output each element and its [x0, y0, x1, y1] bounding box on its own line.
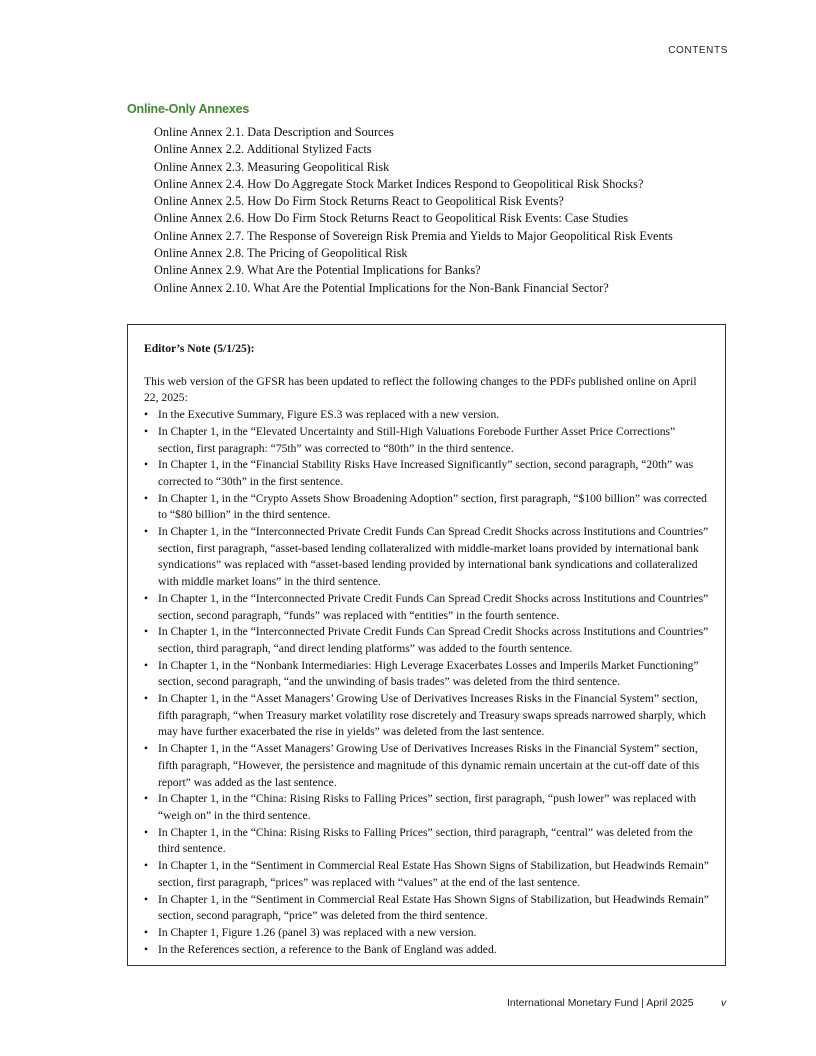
change-item: [144, 407, 709, 424]
change-text: In the References section, a reference to the Bank of England was added.: [158, 942, 497, 956]
change-text: In Chapter 1, in the “Financial Stability Risks Have Increased Significantly” section, second paragraph, “20th” was corrected to “30th” in the first sentence.: [158, 458, 694, 488]
bullet-icon: •: [144, 658, 149, 672]
annex-item[interactable]: Online Annex 2.2. Additional Stylized Facts: [154, 142, 372, 157]
change-item: [144, 591, 709, 624]
change-text: In Chapter 1, in the “China: Rising Risks to Falling Prices” section, third paragraph, “central” was deleted from the third sentence.: [158, 825, 693, 856]
annex-item[interactable]: Online Annex 2.10. What Are the Potential Implications for the Non-Bank Financial Sector?: [154, 280, 609, 295]
change-item: [144, 825, 709, 858]
change-text: In Chapter 1, in the “Interconnected Private Credit Funds Can Spread Credit Shocks across Institutions and Countries” section, third paragraph, “and direct lending platforms” was added to the fourth sentence.: [158, 625, 709, 655]
change-item: [144, 925, 709, 942]
change-text: In Chapter 1, in the “Asset Managers’ Growing Use of Derivatives Increases Risks in the Financial System” section, fifth paragraph, “However, the persistence and magnitude of this dynamic remain uncertain at the cut-off date of this report” was added as the last sentence.: [158, 742, 700, 789]
change-item: [144, 491, 709, 524]
bullet-icon: •: [144, 591, 149, 605]
change-list: [144, 407, 709, 958]
annex-item[interactable]: Online Annex 2.8. The Pricing of Geopolitical Risk: [154, 246, 408, 261]
annex-item[interactable]: Online Annex 2.1. Data Description and Sources: [154, 125, 394, 139]
change-text: In Chapter 1, in the “Sentiment in Commercial Real Estate Has Shown Signs of Stabilization, but Headwinds Remain” section, first paragraph, “prices” was replaced with “values” at the end of the last sentence.: [158, 859, 709, 889]
change-text: In Chapter 1, Figure 1.26 (panel 3) was replaced with a new version.: [158, 925, 477, 939]
bullet-icon: •: [144, 825, 149, 839]
change-text: In Chapter 1, in the “Asset Managers’ Growing Use of Derivatives Increases Risks in the Financial System” section, fifth paragraph, “when Treasury market volatility rose discretely and Treasury swaps spreads narrowed sharply, which may have further exacerbated the rise in yields” was deleted from the last sentence.: [158, 692, 706, 739]
change-text: In Chapter 1, in the “Elevated Uncertainty and Still-High Valuations Forebode Further Asset Price Corrections” section, first paragraph: “75th” was corrected to “80th” in the third sentence.: [158, 424, 676, 455]
change-item: [144, 624, 709, 657]
change-item: [144, 741, 709, 791]
bullet-icon: •: [144, 525, 149, 539]
annex-item[interactable]: Online Annex 2.3. Measuring Geopolitical Risk: [154, 159, 390, 174]
change-item: [144, 892, 709, 925]
annex-item[interactable]: Online Annex 2.6. How Do Firm Stock Returns React to Geopolitical Risk Events: Case Studies: [154, 211, 629, 226]
annex-item[interactable]: Online Annex 2.9. What Are the Potential Implications for Banks?: [154, 263, 481, 278]
change-text: In Chapter 1, in the “Interconnected Private Credit Funds Can Spread Credit Shocks across Institutions and Countries” section, first paragraph, “asset-based lending collateralized with middle-market loans provided by international bank syndications” was replaced with “asset-based lending provided by international bank syndications and collateralized with middle market loans” in the third sentence.: [158, 525, 709, 589]
bullet-icon: •: [144, 925, 149, 939]
bullet-icon: •: [144, 424, 149, 438]
annex-item[interactable]: Online Annex 2.5. How Do Firm Stock Returns React to Geopolitical Risk Events?: [154, 194, 564, 209]
bullet-icon: •: [144, 625, 149, 639]
bullet-icon: •: [144, 491, 149, 505]
change-item: [144, 457, 709, 490]
bullet-icon: •: [144, 408, 149, 422]
change-item: [144, 791, 709, 824]
change-text: In Chapter 1, in the “China: Rising Risks to Falling Prices” section, first paragraph, “push lower” was replaced with “weigh on” in the third sentence.: [158, 792, 697, 822]
bullet-icon: •: [144, 892, 149, 906]
annexes-heading: Online-Only Annexes: [127, 102, 250, 116]
annex-item[interactable]: Online Annex 2.4. How Do Aggregate Stock Market Indices Respond to Geopolitical Risk Shocks?: [154, 176, 644, 191]
editors-note-box: [127, 324, 726, 966]
editors-note-intro: This web version of the GFSR has been updated to reflect the following changes to the PDFs published online on April 22, 2025:: [144, 374, 697, 405]
change-text: In the Executive Summary, Figure ES.3 was replaced with a new version.: [158, 408, 500, 422]
annex-list: [154, 124, 673, 297]
change-text: In Chapter 1, in the “Interconnected Private Credit Funds Can Spread Credit Shocks across Institutions and Countries” section, second paragraph, “funds” was replaced with “entities” in the fourth sentence.: [158, 591, 709, 622]
page-number: v: [721, 997, 727, 1009]
change-text: In Chapter 1, in the “Sentiment in Commercial Real Estate Has Shown Signs of Stabilization, but Headwinds Remain” section, second paragraph, “price” was deleted from the third sentence.: [158, 892, 709, 923]
bullet-icon: •: [144, 458, 149, 472]
bullet-icon: •: [144, 792, 149, 806]
change-item: [144, 942, 709, 959]
change-item: [144, 524, 709, 591]
annex-item[interactable]: Online Annex 2.7. The Response of Sovereign Risk Premia and Yields to Major Geopolitical Risk Events: [154, 228, 673, 243]
editors-note-title: Editor’s Note (5/1/25):: [144, 342, 255, 355]
change-text: In Chapter 1, in the “Crypto Assets Show Broadening Adoption” section, first paragraph, “$100 billion” was corrected to “$80 billion” in the third sentence.: [158, 491, 707, 522]
change-item: [144, 858, 709, 891]
running-head: CONTENTS: [668, 45, 728, 56]
change-text: In Chapter 1, in the “Nonbank Intermediaries: High Leverage Exacerbates Losses and Imperils Market Functioning” section, second paragraph, “and the unwinding of basis trades” was deleted from the third sentence.: [158, 658, 699, 689]
bullet-icon: •: [144, 742, 149, 756]
change-item: [144, 658, 709, 691]
change-item: [144, 424, 709, 457]
bullet-icon: •: [144, 692, 149, 706]
change-item: [144, 691, 709, 741]
bullet-icon: •: [144, 942, 149, 956]
footer-source: International Monetary Fund | April 2025: [507, 997, 694, 1009]
bullet-icon: •: [144, 859, 149, 873]
